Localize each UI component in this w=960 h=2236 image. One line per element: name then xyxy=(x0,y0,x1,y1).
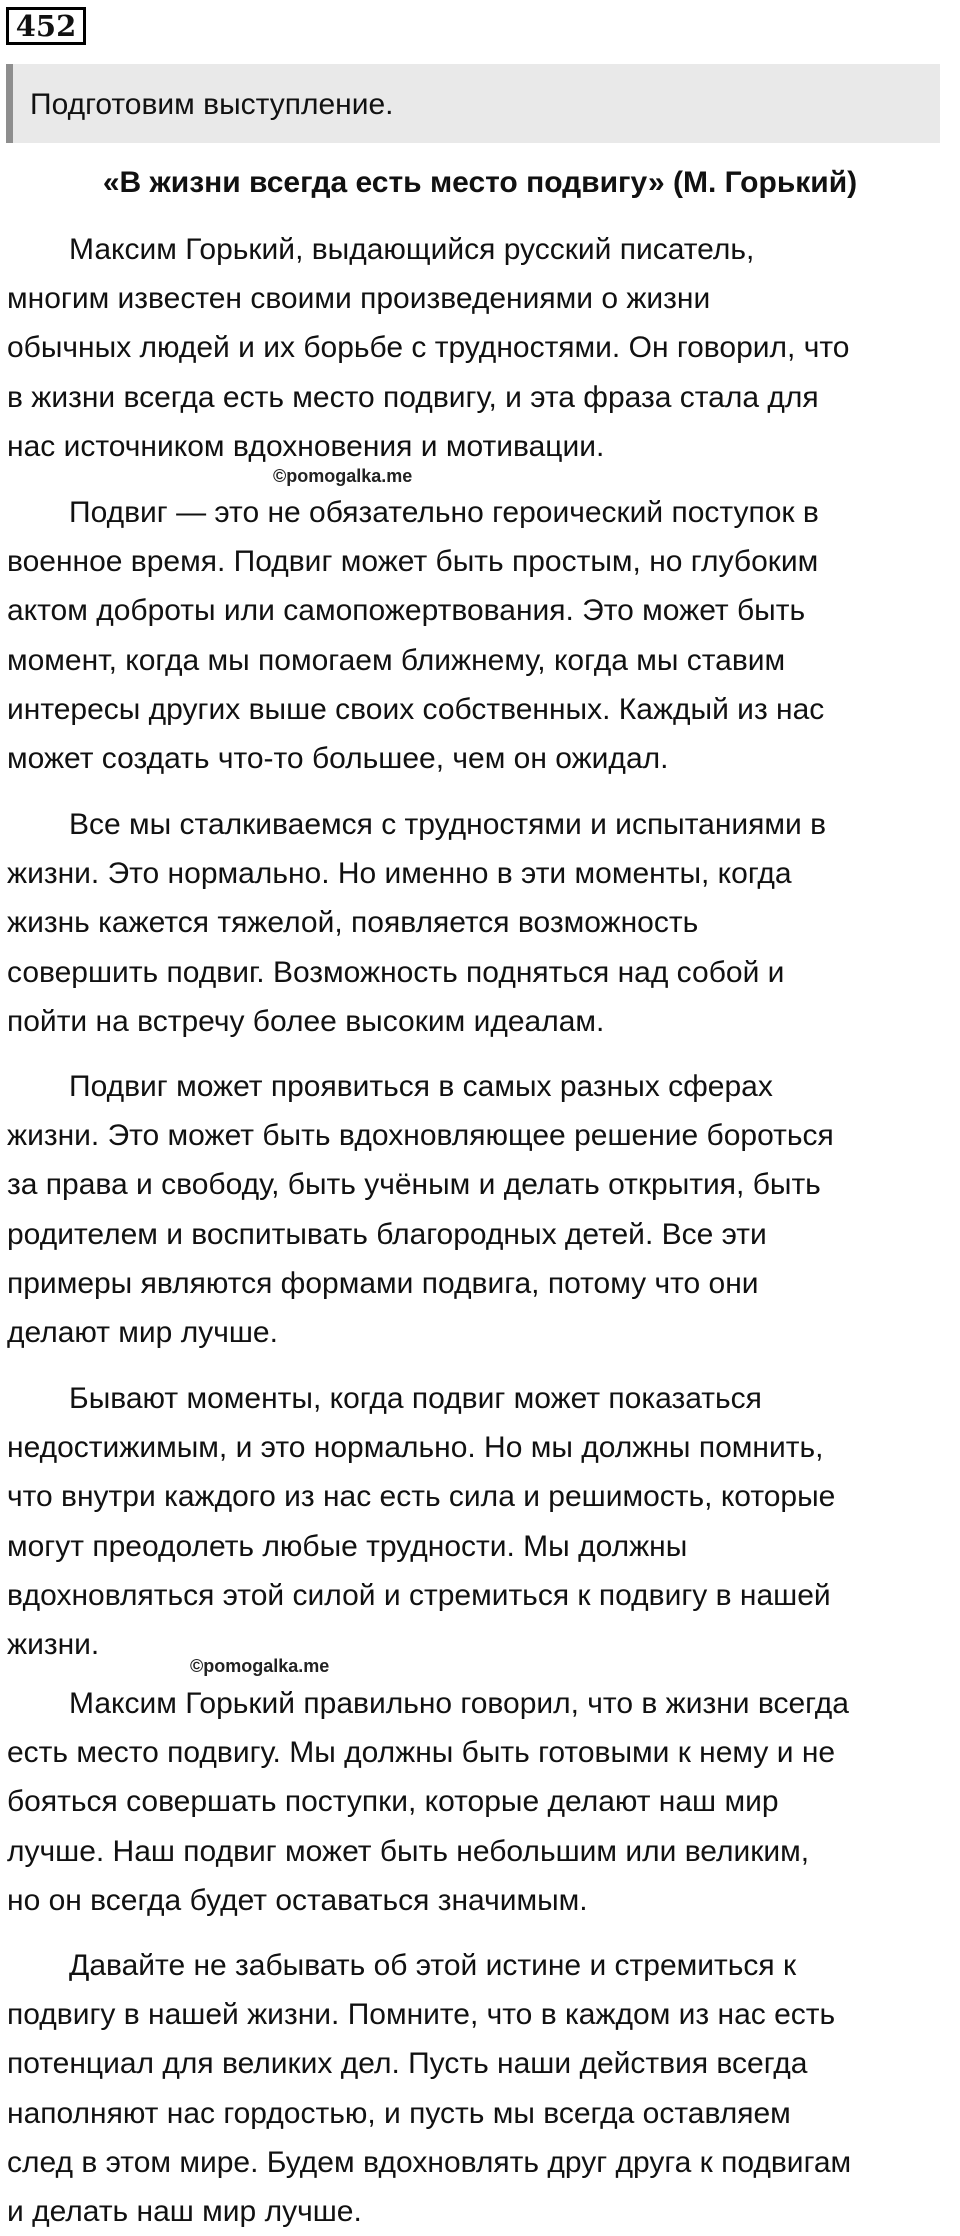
paragraph-line: в жизни всегда есть место подвигу, и эта фраза стала для xyxy=(7,380,819,414)
prompt-text: Подготовим выступление. xyxy=(30,88,394,121)
paragraph-line: многим известен своими произведениями о жизни xyxy=(7,282,711,316)
paragraph-line: Максим Горький, выдающийся русский писатель, xyxy=(69,233,755,266)
essay-title: «В жизни всегда есть место подвигу» (М. Горький) xyxy=(102,166,858,199)
paragraph-line: интересы других выше своих собственных. Каждый из нас xyxy=(7,692,825,726)
watermark: ©pomogalka.me xyxy=(273,466,413,486)
paragraph-line: могут преодолеть любые трудности. Мы должны xyxy=(7,1529,688,1563)
paragraph-2 xyxy=(7,488,957,783)
watermark: ©pomogalka.me xyxy=(190,1656,330,1676)
paragraph-line: наполняют нас гордостью, и пусть мы всегда оставляем xyxy=(7,2096,791,2130)
paragraph-line: Подвиг может проявиться в самых разных сферах xyxy=(69,1070,773,1103)
paragraph-line: за права и свободу, быть учёным и делать открытия, быть xyxy=(7,1168,821,1202)
paragraph-line: может создать что-то большее, чем он ожидал. xyxy=(7,742,669,776)
paragraph-line: Все мы сталкиваемся с трудностями и испытаниями в xyxy=(69,808,827,841)
paragraph-line: но он всегда будет оставаться значимым. xyxy=(7,1883,588,1917)
paragraph-7 xyxy=(7,1941,957,2236)
paragraph-line: бояться совершать поступки, которые делают наш мир xyxy=(7,1785,779,1819)
prompt-bar xyxy=(6,64,940,143)
paragraph-line: след в этом мире. Будем вдохновлять друг друга к подвигам xyxy=(7,2145,852,2179)
task-number: 452 xyxy=(6,7,86,45)
paragraph-line: жизни. Это может быть вдохновляющее решение бороться xyxy=(7,1119,834,1153)
paragraph-3 xyxy=(7,800,957,1046)
paragraph-line: Подвиг — это не обязательно героический поступок в xyxy=(69,496,819,529)
paragraph-line: жизни. xyxy=(7,1628,100,1662)
paragraph-line: момент, когда мы помогаем ближнему, когда мы ставим xyxy=(7,643,786,677)
paragraph-line: есть место подвигу. Мы должны быть готовыми к нему и не xyxy=(7,1736,836,1770)
paragraph-line: Давайте не забывать об этой истине и стремиться к xyxy=(69,1949,797,1982)
paragraph-line: вдохновляться этой силой и стремиться к подвигу в нашей xyxy=(7,1578,831,1612)
paragraph-5 xyxy=(7,1374,957,1669)
paragraph-line: недостижимым, и это нормально. Но мы должны помнить, xyxy=(7,1431,824,1465)
paragraph-line: родителем и воспитывать благородных детей. Все эти xyxy=(7,1217,767,1251)
paragraph-line: Максим Горький правильно говорил, что в жизни всегда xyxy=(69,1687,849,1720)
paragraph-line: что внутри каждого из нас есть сила и решимость, которые xyxy=(7,1480,836,1514)
paragraph-line: Бывают моменты, когда подвиг может показаться xyxy=(69,1382,762,1415)
paragraph-line: жизнь кажется тяжелой, появляется возможность xyxy=(7,906,699,940)
paragraph-line: обычных людей и их борьбе с трудностями. Он говорил, что xyxy=(7,331,850,365)
paragraph-line: пойти на встречу более высоким идеалам. xyxy=(7,1004,605,1038)
paragraph-line: потенциал для великих дел. Пусть наши действия всегда xyxy=(7,2047,808,2081)
paragraph-line: и делать наш мир лучше. xyxy=(7,2195,362,2229)
paragraph-line: делают мир лучше. xyxy=(7,1316,278,1350)
paragraph-line: примеры являются формами подвига, потому что они xyxy=(7,1266,759,1300)
paragraph-4 xyxy=(7,1062,957,1357)
paragraph-line: жизни. Это нормально. Но именно в эти моменты, когда xyxy=(7,857,792,891)
paragraph-line: актом доброты или самопожертвования. Это может быть xyxy=(7,594,806,628)
paragraph-line: лучше. Наш подвиг может быть небольшим или великим, xyxy=(7,1834,810,1868)
paragraph-6 xyxy=(7,1679,957,1925)
paragraph-line: нас источником вдохновения и мотивации. xyxy=(7,429,605,463)
paragraph-line: военное время. Подвиг может быть простым, но глубоким xyxy=(7,545,819,579)
paragraph-line: совершить подвиг. Возможность подняться над собой и xyxy=(7,955,785,989)
paragraph-1 xyxy=(7,225,957,471)
paragraph-line: подвигу в нашей жизни. Помните, что в каждом из нас есть xyxy=(7,1998,836,2032)
